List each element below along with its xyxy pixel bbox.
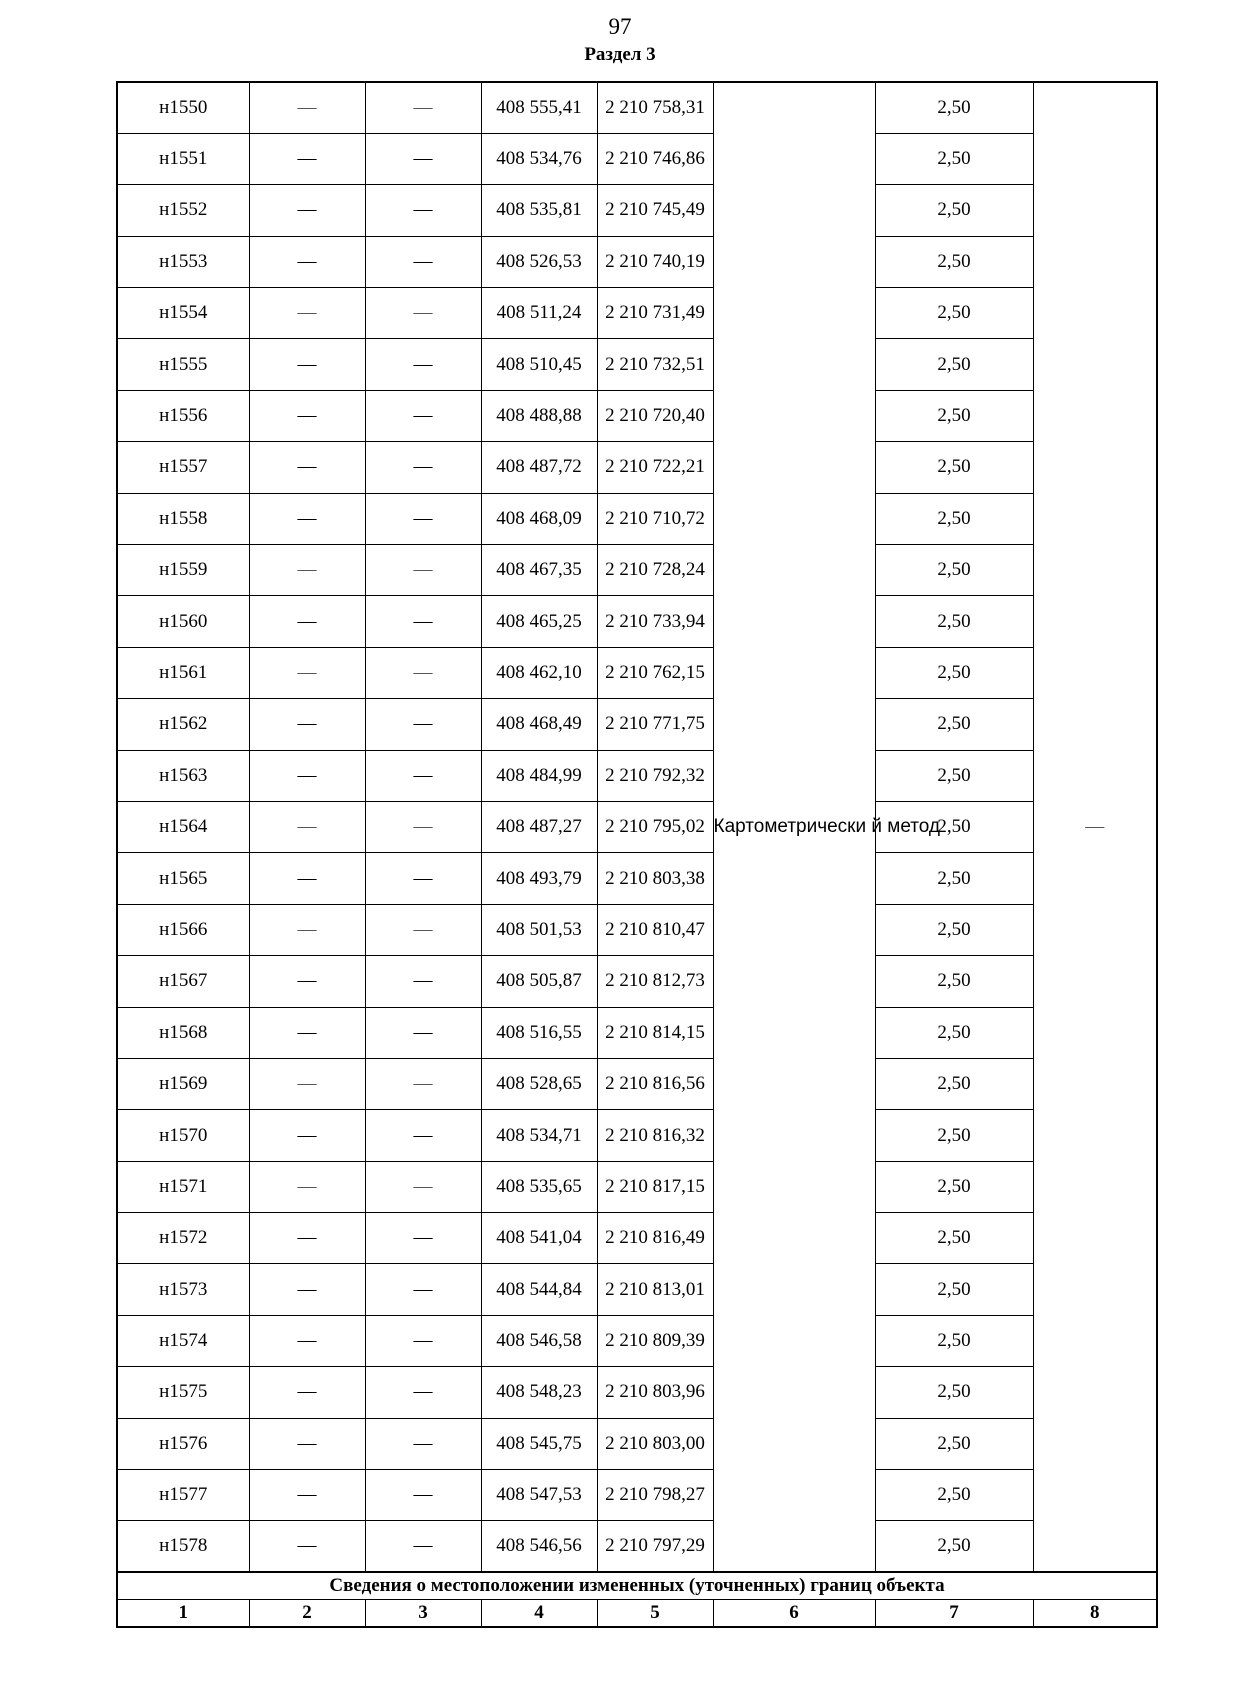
point-cell: н1565 — [117, 853, 249, 904]
y-coordinate-cell: 2 210 732,51 — [597, 339, 713, 390]
dash-cell: — — [249, 1367, 365, 1418]
table-row — [117, 1521, 1157, 1572]
y-coordinate-cell: 2 210 816,49 — [597, 1213, 713, 1264]
table-body — [117, 82, 1157, 1572]
x-coordinate-cell: 408 546,58 — [481, 1315, 597, 1366]
point-cell: н1561 — [117, 647, 249, 698]
column-number-1: 1 — [117, 1600, 249, 1628]
accuracy-cell: 2,50 — [875, 1418, 1033, 1469]
point-cell: н1566 — [117, 904, 249, 955]
table-row — [117, 750, 1157, 801]
dash-cell: — — [365, 750, 481, 801]
dash-cell: — — [249, 1315, 365, 1366]
table-row — [117, 133, 1157, 184]
accuracy-cell: 2,50 — [875, 1213, 1033, 1264]
y-coordinate-cell: 2 210 803,00 — [597, 1418, 713, 1469]
point-cell: н1556 — [117, 390, 249, 441]
dash-cell: — — [365, 904, 481, 955]
table-row — [117, 1418, 1157, 1469]
dash-cell: — — [365, 1058, 481, 1109]
x-coordinate-cell: 408 484,99 — [481, 750, 597, 801]
accuracy-cell: 2,50 — [875, 339, 1033, 390]
y-coordinate-cell: 2 210 720,40 — [597, 390, 713, 441]
dash-cell: — — [365, 545, 481, 596]
point-cell: н1563 — [117, 750, 249, 801]
section-title: Раздел 3 — [584, 44, 656, 65]
point-cell: н1572 — [117, 1213, 249, 1264]
table-row — [117, 288, 1157, 339]
dash-cell: — — [365, 339, 481, 390]
column-number-6: 6 — [713, 1600, 875, 1628]
y-coordinate-cell: 2 210 795,02 — [597, 801, 713, 852]
x-coordinate-cell: 408 534,71 — [481, 1110, 597, 1161]
accuracy-cell: 2,50 — [875, 185, 1033, 236]
table-row — [117, 545, 1157, 596]
dash-cell: — — [365, 185, 481, 236]
x-coordinate-cell: 408 465,25 — [481, 596, 597, 647]
dash-cell: — — [365, 1367, 481, 1418]
accuracy-cell: 2,50 — [875, 1521, 1033, 1572]
point-cell: н1574 — [117, 1315, 249, 1366]
dash-cell: — — [365, 1315, 481, 1366]
point-cell: н1577 — [117, 1470, 249, 1521]
dash-cell: — — [365, 1470, 481, 1521]
point-cell: н1573 — [117, 1264, 249, 1315]
point-cell: н1569 — [117, 1058, 249, 1109]
y-coordinate-cell: 2 210 728,24 — [597, 545, 713, 596]
point-cell: н1564 — [117, 801, 249, 852]
point-cell: н1570 — [117, 1110, 249, 1161]
dash-cell: — — [249, 442, 365, 493]
dash-cell: — — [249, 133, 365, 184]
y-coordinate-cell: 2 210 710,72 — [597, 493, 713, 544]
x-coordinate-cell: 408 526,53 — [481, 236, 597, 287]
point-cell: н1571 — [117, 1161, 249, 1212]
y-coordinate-cell: 2 210 803,96 — [597, 1367, 713, 1418]
point-cell: н1560 — [117, 596, 249, 647]
x-coordinate-cell: 408 505,87 — [481, 956, 597, 1007]
point-cell: н1558 — [117, 493, 249, 544]
point-cell: н1559 — [117, 545, 249, 596]
accuracy-cell: 2,50 — [875, 956, 1033, 1007]
dash-cell: — — [249, 288, 365, 339]
point-cell: н1557 — [117, 442, 249, 493]
table-row — [117, 1161, 1157, 1212]
dash-cell: — — [365, 1161, 481, 1212]
accuracy-cell: 2,50 — [875, 1161, 1033, 1212]
dash-cell: — — [249, 1470, 365, 1521]
table-row — [117, 956, 1157, 1007]
point-cell: н1552 — [117, 185, 249, 236]
point-cell: н1578 — [117, 1521, 249, 1572]
x-coordinate-cell: 408 546,56 — [481, 1521, 597, 1572]
table-row — [117, 1058, 1157, 1109]
x-coordinate-cell: 408 487,72 — [481, 442, 597, 493]
dash-cell: — — [365, 853, 481, 904]
x-coordinate-cell: 408 488,88 — [481, 390, 597, 441]
x-coordinate-cell: 408 545,75 — [481, 1418, 597, 1469]
dash-cell: — — [365, 288, 481, 339]
accuracy-cell: 2,50 — [875, 647, 1033, 698]
point-cell: н1555 — [117, 339, 249, 390]
x-coordinate-cell: 408 535,81 — [481, 185, 597, 236]
point-cell: н1575 — [117, 1367, 249, 1418]
y-coordinate-cell: 2 210 740,19 — [597, 236, 713, 287]
x-coordinate-cell: 408 511,24 — [481, 288, 597, 339]
table-row — [117, 904, 1157, 955]
y-coordinate-cell: 2 210 809,39 — [597, 1315, 713, 1366]
dash-cell: — — [365, 1521, 481, 1572]
point-cell: н1567 — [117, 956, 249, 1007]
page-number: 97 — [608, 14, 632, 39]
dash-cell: — — [365, 493, 481, 544]
x-coordinate-cell: 408 468,49 — [481, 699, 597, 750]
point-cell: н1551 — [117, 133, 249, 184]
dash-cell: — — [365, 1110, 481, 1161]
x-coordinate-cell: 408 510,45 — [481, 339, 597, 390]
x-coordinate-cell: 408 516,55 — [481, 1007, 597, 1058]
dash-cell: — — [365, 801, 481, 852]
table-row — [117, 493, 1157, 544]
column-number-8: 8 — [1033, 1600, 1157, 1628]
dash-cell: — — [249, 1161, 365, 1212]
accuracy-cell: 2,50 — [875, 390, 1033, 441]
accuracy-cell: 2,50 — [875, 1058, 1033, 1109]
dash-cell: — — [365, 390, 481, 441]
y-coordinate-cell: 2 210 771,75 — [597, 699, 713, 750]
table-row — [117, 801, 1157, 852]
y-coordinate-cell: 2 210 813,01 — [597, 1264, 713, 1315]
accuracy-cell: 2,50 — [875, 1110, 1033, 1161]
table-row — [117, 185, 1157, 236]
table-row — [117, 1110, 1157, 1161]
dash-cell: — — [365, 1213, 481, 1264]
dash-cell: — — [249, 390, 365, 441]
y-coordinate-cell: 2 210 798,27 — [597, 1470, 713, 1521]
table-row — [117, 1367, 1157, 1418]
dash-cell: — — [249, 1264, 365, 1315]
y-coordinate-cell: 2 210 816,56 — [597, 1058, 713, 1109]
dash-cell: — — [249, 1521, 365, 1572]
method-cell: Картометрически й метод — [713, 82, 875, 1572]
dash-cell: — — [365, 699, 481, 750]
accuracy-cell: 2,50 — [875, 133, 1033, 184]
accuracy-cell: 2,50 — [875, 801, 1033, 852]
dash-cell: — — [249, 185, 365, 236]
accuracy-cell: 2,50 — [875, 596, 1033, 647]
dash-cell: — — [249, 1007, 365, 1058]
dash-cell: — — [249, 1213, 365, 1264]
y-coordinate-cell: 2 210 797,29 — [597, 1521, 713, 1572]
table-row — [117, 236, 1157, 287]
dash-cell: — — [249, 1058, 365, 1109]
accuracy-cell: 2,50 — [875, 545, 1033, 596]
table-row — [117, 853, 1157, 904]
y-coordinate-cell: 2 210 733,94 — [597, 596, 713, 647]
dash-cell: — — [365, 133, 481, 184]
accuracy-cell: 2,50 — [875, 442, 1033, 493]
table-row — [117, 1213, 1157, 1264]
accuracy-cell: 2,50 — [875, 904, 1033, 955]
accuracy-cell: 2,50 — [875, 82, 1033, 133]
table-row — [117, 1007, 1157, 1058]
y-coordinate-cell: 2 210 762,15 — [597, 647, 713, 698]
dash-cell: — — [365, 1418, 481, 1469]
dash-cell: — — [365, 442, 481, 493]
column-number-4: 4 — [481, 1600, 597, 1628]
column-number-3: 3 — [365, 1600, 481, 1628]
dash-cell: — — [249, 956, 365, 1007]
x-coordinate-cell: 408 493,79 — [481, 853, 597, 904]
dash-cell: — — [365, 1264, 481, 1315]
y-coordinate-cell: 2 210 746,86 — [597, 133, 713, 184]
x-coordinate-cell: 408 462,10 — [481, 647, 597, 698]
accuracy-cell: 2,50 — [875, 1367, 1033, 1418]
point-cell: н1562 — [117, 699, 249, 750]
accuracy-cell: 2,50 — [875, 1470, 1033, 1521]
point-cell: н1576 — [117, 1418, 249, 1469]
column-number-5: 5 — [597, 1600, 713, 1628]
x-coordinate-cell: 408 534,76 — [481, 133, 597, 184]
dash-cell: — — [365, 236, 481, 287]
dash-cell: — — [249, 596, 365, 647]
table-row — [117, 339, 1157, 390]
column-number-7: 7 — [875, 1600, 1033, 1628]
accuracy-cell: 2,50 — [875, 236, 1033, 287]
y-coordinate-cell: 2 210 758,31 — [597, 82, 713, 133]
point-cell: н1554 — [117, 288, 249, 339]
accuracy-cell: 2,50 — [875, 288, 1033, 339]
y-coordinate-cell: 2 210 817,15 — [597, 1161, 713, 1212]
x-coordinate-cell: 408 468,09 — [481, 493, 597, 544]
dash-cell: — — [249, 801, 365, 852]
dash-cell: — — [365, 596, 481, 647]
table-row — [117, 1470, 1157, 1521]
y-coordinate-cell: 2 210 745,49 — [597, 185, 713, 236]
column-number-2: 2 — [249, 1600, 365, 1628]
column-8-dash-cell: — — [1033, 82, 1157, 1572]
dash-cell: — — [249, 1418, 365, 1469]
x-coordinate-cell: 408 487,27 — [481, 801, 597, 852]
table-row — [117, 1264, 1157, 1315]
accuracy-cell: 2,50 — [875, 1315, 1033, 1366]
dash-cell: — — [249, 647, 365, 698]
y-coordinate-cell: 2 210 810,47 — [597, 904, 713, 955]
x-coordinate-cell: 408 541,04 — [481, 1213, 597, 1264]
table-row — [117, 390, 1157, 441]
dash-cell: — — [249, 545, 365, 596]
x-coordinate-cell: 408 528,65 — [481, 1058, 597, 1109]
x-coordinate-cell: 408 501,53 — [481, 904, 597, 955]
dash-cell: — — [365, 956, 481, 1007]
x-coordinate-cell: 408 467,35 — [481, 545, 597, 596]
dash-cell: — — [249, 1110, 365, 1161]
y-coordinate-cell: 2 210 722,21 — [597, 442, 713, 493]
table-row — [117, 699, 1157, 750]
y-coordinate-cell: 2 210 816,32 — [597, 1110, 713, 1161]
accuracy-cell: 2,50 — [875, 493, 1033, 544]
y-coordinate-cell: 2 210 814,15 — [597, 1007, 713, 1058]
column-numbers-row — [117, 1600, 1157, 1628]
dash-cell: — — [249, 750, 365, 801]
accuracy-cell: 2,50 — [875, 1264, 1033, 1315]
table-row — [117, 442, 1157, 493]
x-coordinate-cell: 408 547,53 — [481, 1470, 597, 1521]
y-coordinate-cell: 2 210 812,73 — [597, 956, 713, 1007]
x-coordinate-cell: 408 544,84 — [481, 1264, 597, 1315]
coordinates-table — [116, 81, 1158, 1628]
point-cell: н1550 — [117, 82, 249, 133]
x-coordinate-cell: 408 548,23 — [481, 1367, 597, 1418]
dash-cell: — — [249, 493, 365, 544]
x-coordinate-cell: 408 535,65 — [481, 1161, 597, 1212]
dash-cell: — — [365, 1007, 481, 1058]
point-cell: н1568 — [117, 1007, 249, 1058]
x-coordinate-cell: 408 555,41 — [481, 82, 597, 133]
accuracy-cell: 2,50 — [875, 1007, 1033, 1058]
info-row — [117, 1572, 1157, 1600]
accuracy-cell: 2,50 — [875, 853, 1033, 904]
dash-cell: — — [365, 82, 481, 133]
table-row — [117, 82, 1157, 133]
dash-cell: — — [249, 904, 365, 955]
dash-cell: — — [249, 236, 365, 287]
info-row-text: Сведения о местоположении измененных (уточненных) границ объекта — [117, 1572, 1157, 1600]
dash-cell: — — [249, 339, 365, 390]
point-cell: н1553 — [117, 236, 249, 287]
dash-cell: — — [249, 82, 365, 133]
table-row — [117, 1315, 1157, 1366]
dash-cell: — — [249, 699, 365, 750]
accuracy-cell: 2,50 — [875, 699, 1033, 750]
dash-cell: — — [365, 647, 481, 698]
y-coordinate-cell: 2 210 792,32 — [597, 750, 713, 801]
dash-cell: — — [249, 853, 365, 904]
table-row — [117, 596, 1157, 647]
accuracy-cell: 2,50 — [875, 750, 1033, 801]
table-row — [117, 647, 1157, 698]
y-coordinate-cell: 2 210 803,38 — [597, 853, 713, 904]
y-coordinate-cell: 2 210 731,49 — [597, 288, 713, 339]
